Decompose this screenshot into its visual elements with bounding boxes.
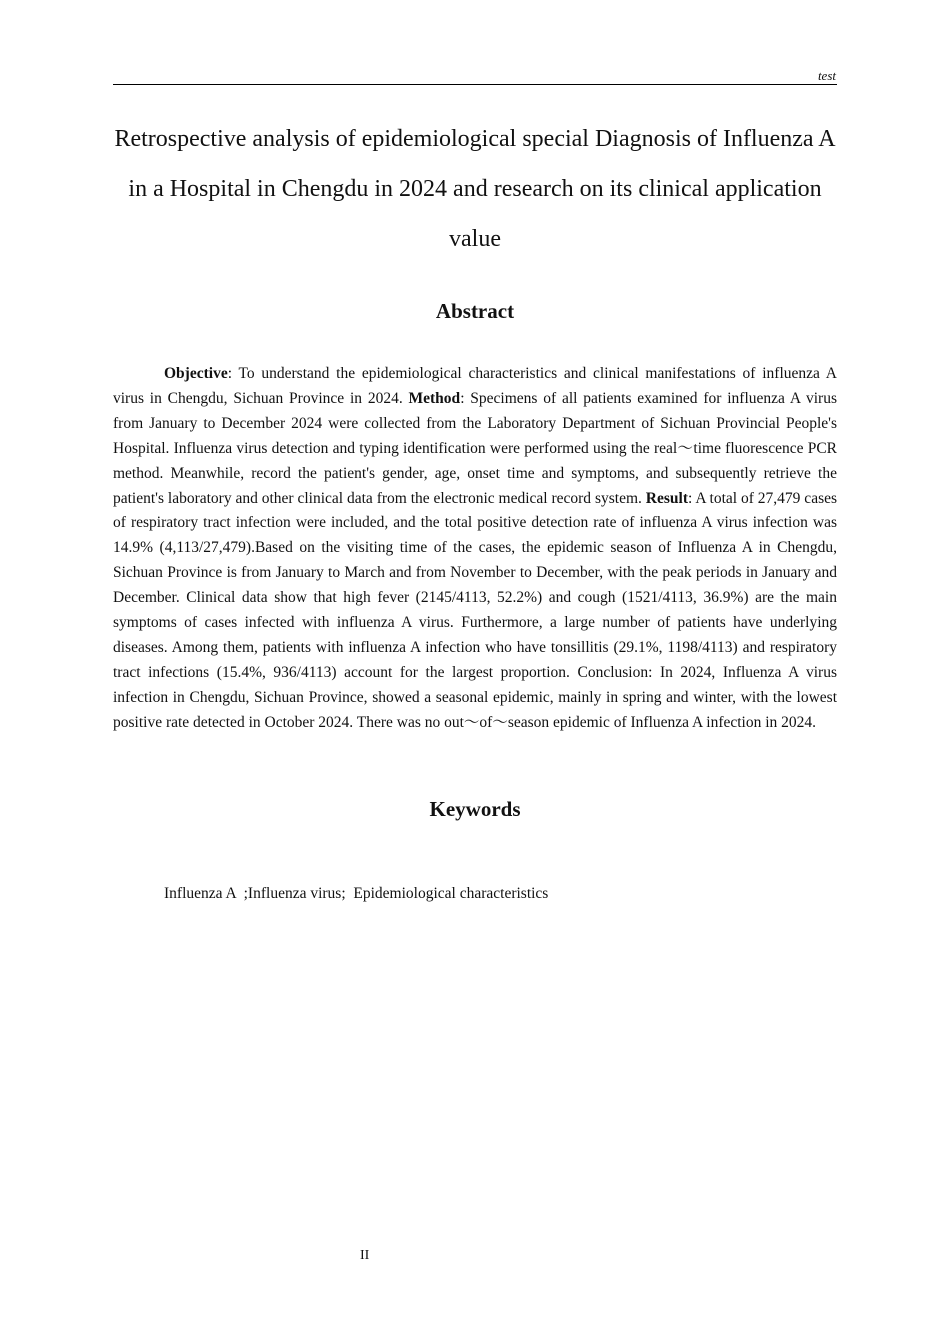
- keywords-heading: Keywords: [429, 797, 521, 821]
- abstract-heading: Abstract: [435, 299, 515, 323]
- header-rule: [113, 84, 837, 85]
- result-text: : A total of 27,479 cases of respiratory tract infection were included, and the total positive detection rate of influenza A virus infection was 14.9% (4,113/27,479).Based on the visiting time of the cases, the epidemic season of Influenza A in Chengdu, Sichuan Province is from January to March and from November to December, with the peak periods in January and December. Clinical data show that high fever (2145/4113, 52.2%) and cough (1521/4113, 36.9%) are the main symptoms of cases infected with influenza A virus. Furthermore, a large number of patients have underlying diseases. Among them, patients with influenza A infection who have tonsillitis (29.1%, 1198/4113) and respiratory tract infections (15.4%, 936/4113) account for the largest proportion. Conclusion: In 2024, Influenza A virus infection in Chengdu, Sichuan Province, showed a seasonal epidemic, mainly in spring and winter, with the lowest positive rate detected in October 2024. There was no out～of～season epidemic of Influenza A infection in 2024.: [113, 489, 838, 731]
- page-number: II: [360, 1248, 370, 1263]
- keywords-list: Influenza A ;Influenza virus; Epidemiological characteristics: [164, 885, 549, 902]
- method-text: : Specimens of all patients examined for influenza A virus from January to December 2024 were collected from the Laboratory Department of Sichuan Provincial People's Hospital. Influenza virus detection and typing identification were performed using the real～time fluorescence PCR method. Meanwhile, record the patient's gender, age, onset time and symptoms, and subsequently retrieve the patient's laboratory and other clinical data from the electronic medical record system.: [113, 389, 837, 507]
- objective-text: : To understand the epidemiological characteristics and clinical manifestations of influenza A virus in Chengdu, Sichuan Province in 2024.: [113, 365, 837, 407]
- result-label: Result: [645, 489, 688, 507]
- method-label: Method: [408, 389, 461, 407]
- abstract-paragraph: [113, 362, 837, 736]
- paper-title: Retrospective analysis of epidemiological special Diagnosis of Influenza A in a Hospital in Chengdu in 2024 and research on its clinical application value: [114, 126, 836, 252]
- objective-label: Objective: [164, 365, 228, 382]
- running-header: test: [817, 68, 836, 83]
